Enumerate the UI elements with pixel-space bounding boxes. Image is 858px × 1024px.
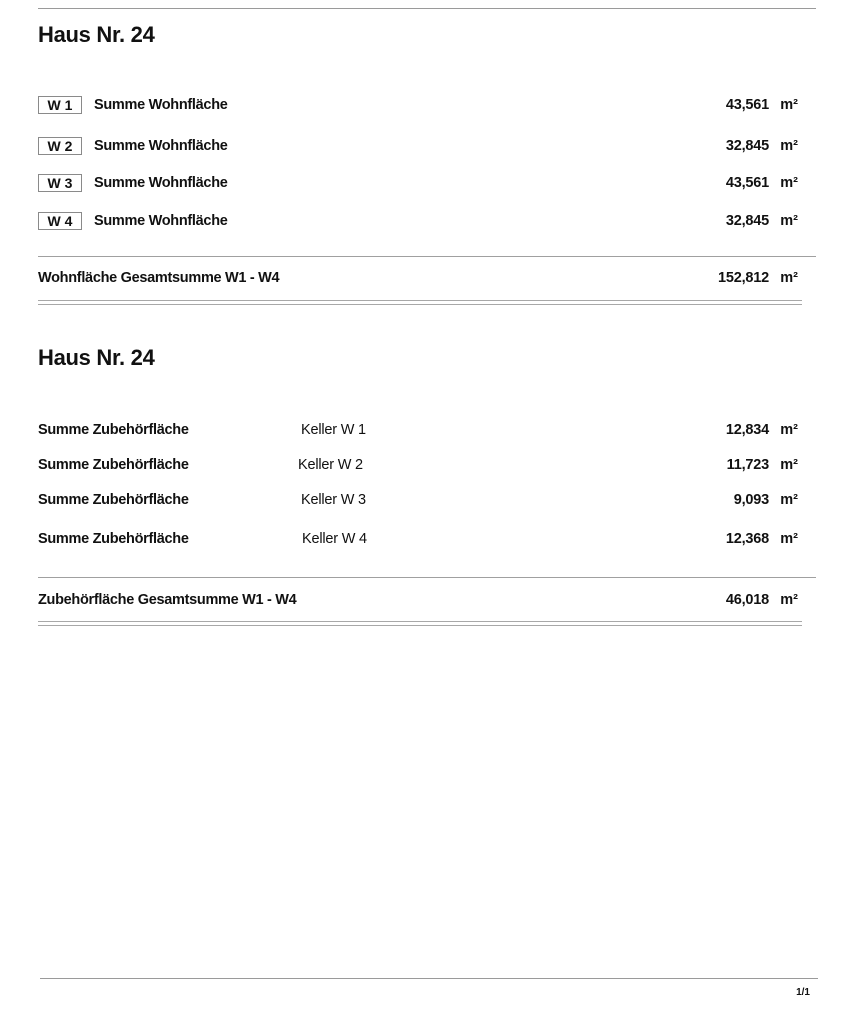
row-label: Summe Zubehörfläche [38, 531, 189, 547]
row-label: Summe Wohnfläche [94, 138, 228, 154]
total-value: 46,018 [725, 592, 769, 608]
total-value: 152,812 [717, 270, 769, 286]
row-sublabel: Keller W 1 [301, 422, 366, 438]
total-unit: m² [780, 592, 798, 608]
table-row [38, 530, 798, 552]
row-label: Summe Zubehörfläche [38, 422, 189, 438]
row-value: 43,561 [725, 175, 769, 191]
table-row [38, 174, 798, 196]
row-value: 32,845 [725, 138, 769, 154]
row-unit: m² [780, 97, 798, 113]
table-row [38, 491, 798, 513]
row-label: Summe Zubehörfläche [38, 457, 189, 473]
row-label: Summe Zubehörfläche [38, 492, 189, 508]
total-unit: m² [780, 270, 798, 286]
row-sublabel: Keller W 4 [302, 531, 367, 547]
total-label: Wohnfläche Gesamtsumme W1 - W4 [38, 270, 280, 286]
row-label: Summe Wohnfläche [94, 175, 228, 191]
unit-code-badge: W 3 [38, 174, 82, 192]
separator [38, 577, 816, 578]
row-value: 11,723 [726, 457, 769, 473]
unit-code-badge: W 2 [38, 137, 82, 155]
row-unit: m² [780, 175, 798, 191]
table-row [38, 96, 798, 118]
table-row [38, 137, 798, 159]
row-unit: m² [780, 213, 798, 229]
total-row [38, 269, 798, 291]
table-row [38, 456, 798, 478]
total-row [38, 591, 798, 613]
table-row [38, 212, 798, 234]
row-value: 32,845 [725, 213, 769, 229]
footer-rule [40, 978, 818, 979]
row-value: 43,561 [725, 97, 769, 113]
section-title-wohnflaeche: Haus Nr. 24 [38, 22, 155, 47]
row-value: 12,834 [725, 422, 769, 438]
row-unit: m² [780, 492, 798, 508]
separator [38, 256, 816, 257]
section-title-zubehoerflaeche: Haus Nr. 24 [38, 345, 155, 370]
total-label: Zubehörfläche Gesamtsumme W1 - W4 [38, 592, 297, 608]
row-sublabel: Keller W 3 [301, 492, 366, 508]
row-value: 9,093 [733, 492, 769, 508]
row-unit: m² [780, 138, 798, 154]
unit-code-badge: W 1 [38, 96, 82, 114]
row-label: Summe Wohnfläche [94, 213, 228, 229]
double-rule [38, 621, 802, 626]
top-rule [38, 8, 816, 9]
double-rule [38, 300, 802, 305]
row-unit: m² [780, 422, 798, 438]
page-number: 1/1 [796, 987, 810, 998]
table-row [38, 421, 798, 443]
row-unit: m² [780, 531, 798, 547]
row-unit: m² [780, 457, 798, 473]
row-sublabel: Keller W 2 [298, 457, 363, 473]
row-label: Summe Wohnfläche [94, 97, 228, 113]
row-value: 12,368 [725, 531, 769, 547]
unit-code-badge: W 4 [38, 212, 82, 230]
